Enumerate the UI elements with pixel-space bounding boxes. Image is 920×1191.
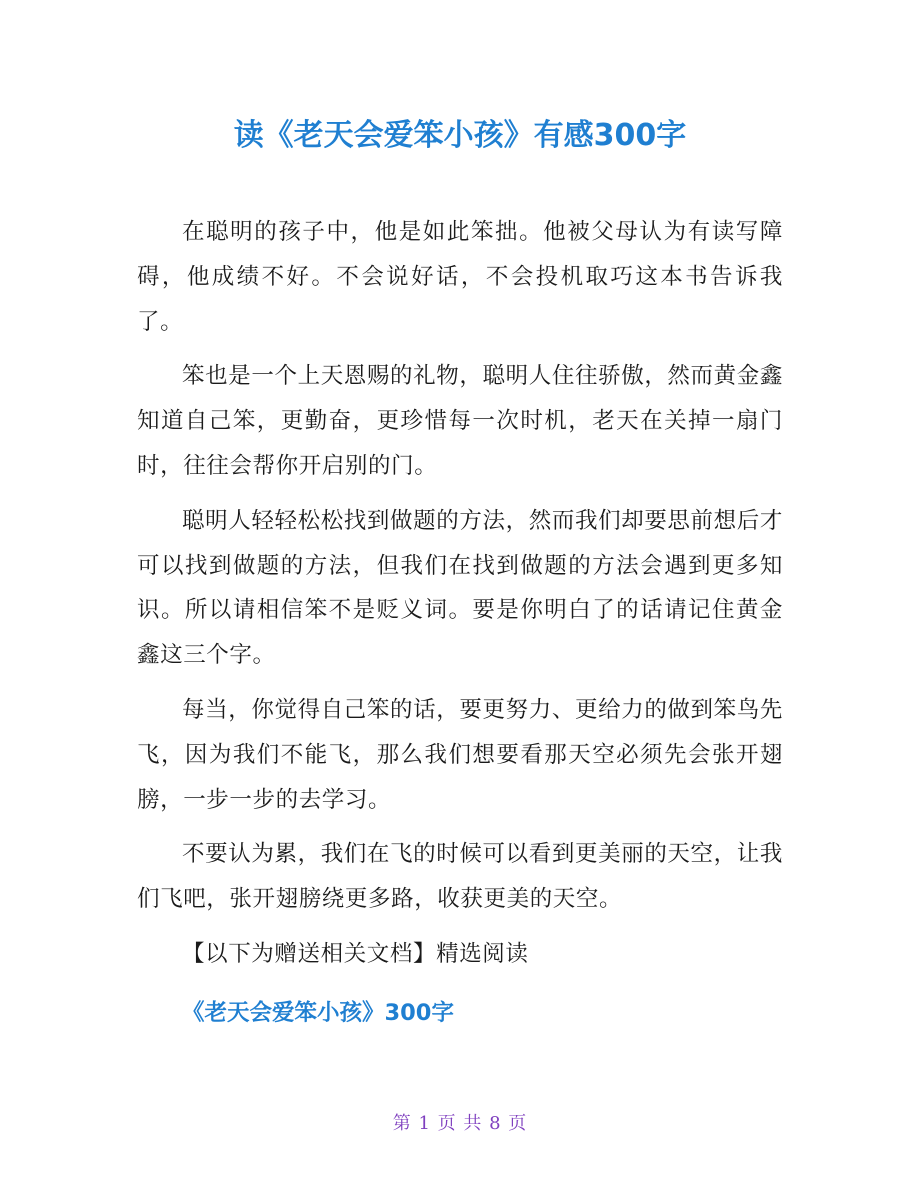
related-docs-notice: 【以下为赠送相关文档】精选阅读 <box>182 940 529 967</box>
document-body <box>137 210 783 1035</box>
paragraph-4: 每当，你觉得自己笨的话，要更努力、更给力的做到笨鸟先飞，因为我们不能飞，那么我们想要看那天空必须先会张开翅膀，一步一步的去学习。 <box>137 696 783 813</box>
paragraph-1: 在聪明的孩子中，他是如此笨拙。他被父母认为有读写障碍，他成绩不好。不会说好话，不会投机取巧这本书告诉我了。 <box>137 219 783 335</box>
document-title: 读《老天会爱笨小孩》有感300字 <box>233 118 687 153</box>
section-subtitle: 《老天会爱笨小孩》300字 <box>182 999 454 1026</box>
paragraph-2: 笨也是一个上天恩赐的礼物，聪明人住往骄傲，然而黄金鑫知道自己笨，更勤奋，更珍惜每一次时机，老天在关掉一扇门时，往往会帮你开启别的门。 <box>137 363 783 479</box>
page-number-label: 第 1 页 共 8 页 <box>392 1113 528 1134</box>
paragraph-3: 聪明人轻轻松松找到做题的方法，然而我们却要思前想后才可以找到做题的方法，但我们在找到做题的方法会遇到更多知识。所以请相信笨不是贬义词。要是你明白了的话请记住黄金鑫这三个字。 <box>137 507 783 669</box>
page-footer <box>0 1110 920 1138</box>
paragraph-5: 不要认为累，我们在飞的时候可以看到更美丽的天空，让我们飞吧，张开翅膀绕更多路，收获更美的天空。 <box>137 841 783 913</box>
